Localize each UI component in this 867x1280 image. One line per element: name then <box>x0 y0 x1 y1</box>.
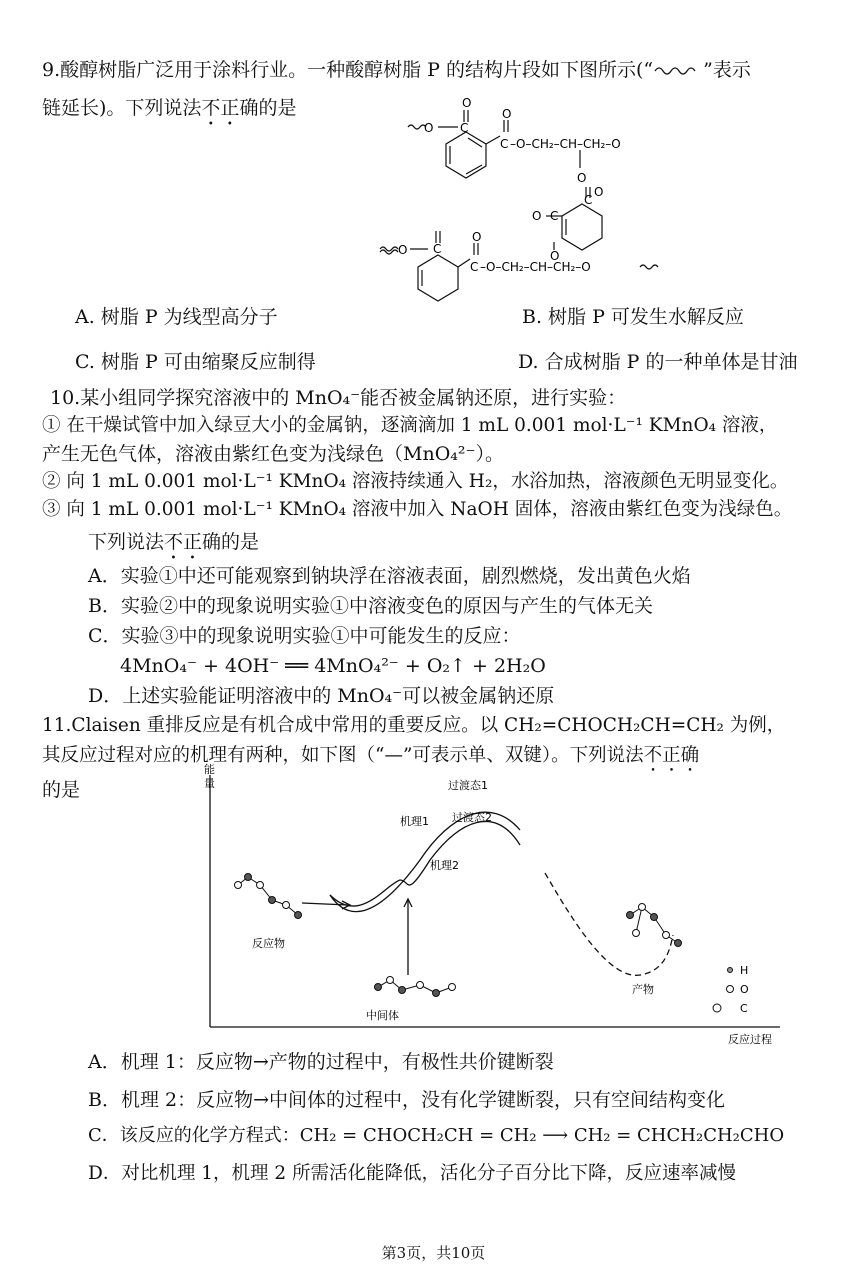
mechanism2-curve <box>330 821 520 906</box>
q11-option-a[interactable]: A．机理 1：反应物→产物的过程中，有极性共价键断裂 <box>88 1051 554 1073</box>
resin-structure-lower <box>378 225 678 305</box>
struct-c-left2: C <box>433 242 442 256</box>
ts2-label: 过渡态2 <box>452 811 492 824</box>
q11-stem-line3: 的是 <box>42 779 81 801</box>
y-label-2: 量 <box>204 777 215 790</box>
mech1-label: 机理1 <box>400 815 429 828</box>
reactant-label: 反应物 <box>252 937 285 950</box>
q11-option-d[interactable]: D．对比机理 1，机理 2 所需活化能降低，活化分子百分比下降，反应速率减慢 <box>88 1163 737 1184</box>
q9-stem-line2: 链延长)。下列说法不正确的是 <box>42 97 297 119</box>
struct-o-vert2: O <box>550 249 560 263</box>
struct-o-mid1: O <box>502 107 512 121</box>
page-footer: 第3页，共10页 <box>381 1244 486 1262</box>
q9-option-a[interactable]: A. 树脂 P 为线型高分子 <box>75 306 278 328</box>
y-label-1: 能 <box>204 763 215 776</box>
q11-stem-line2: 其反应过程对应的机理有两种，如下图（“—”可表示单、双键）。下列说法不正确 <box>42 745 700 766</box>
ts1-label: 过渡态1 <box>448 779 488 792</box>
q10-step1-line1: ① 在干燥试管中加入绿豆大小的金属钠，逐滴滴加 1 mL 0.001 mol·L⁻¹ KMnO₄ 溶液， <box>42 415 778 436</box>
q11-option-b[interactable]: B．机理 2：反应物→中间体的过程中，没有化学键断裂，只有空间结构变化 <box>88 1089 726 1111</box>
intermediate-molecule-icon <box>375 977 456 997</box>
q11-stem-line1: 11.Claisen 重排反应是有机合成中常用的重要反应。以 CH₂=CHOCH₂CH=CH₂ 为例， <box>42 715 786 736</box>
q10-option-d[interactable]: D．上述实验能证明溶液中的 MnO₄⁻可以被金属钠还原 <box>88 685 555 707</box>
q10-ask: 下列说法不正确的是 <box>88 531 260 553</box>
legend-c: C <box>740 1002 748 1015</box>
q10-step3: ③ 向 1 mL 0.001 mol·L⁻¹ KMnO₄ 溶液中加入 NaOH 固体，溶液由紫红色变为浅绿色。 <box>42 499 793 520</box>
x-label: 反应过程 <box>728 1033 772 1046</box>
intermediate-label: 中间体 <box>366 1009 399 1022</box>
q10-option-b[interactable]: B．实验②中的现象说明实验①中溶液变色的原因与产生的气体无关 <box>88 595 653 617</box>
struct-o-vert: O <box>577 171 587 185</box>
struct-c-vert: C <box>584 193 593 207</box>
atom-legend <box>713 968 734 1013</box>
legend-o: O <box>740 983 749 996</box>
struct-o-top2: O <box>472 230 482 244</box>
struct-o-side2: O <box>532 209 542 223</box>
q9-option-b[interactable]: B. 树脂 P 可发生水解反应 <box>522 306 744 328</box>
q10-step2: ② 向 1 mL 0.001 mol·L⁻¹ KMnO₄ 溶液持续通入 H₂，水浴加热，溶液颜色无明显变化。 <box>42 471 789 492</box>
struct-c-mid1: C <box>500 137 509 151</box>
product-curve <box>545 873 673 975</box>
struct-o1: O <box>424 121 434 135</box>
q10-option-a[interactable]: A．实验①中还可能观察到钠块浮在溶液表面，剧烈燃烧，发出黄色火焰 <box>88 565 691 587</box>
q10-step1-line2: 产生无色气体，溶液由紫红色变为浅绿色（MnO₄²⁻）。 <box>42 443 505 465</box>
q10-stem: 10.某小组同学探究溶液中的 MnO₄⁻能否被金属钠还原，进行实验： <box>50 387 627 409</box>
energy-profile-diagram <box>190 763 790 1050</box>
struct-chain1: –O–CH₂–CH–CH₂–O <box>510 137 621 151</box>
q9-option-c[interactable]: C. 树脂 P 可由缩聚反应制得 <box>75 351 316 373</box>
product-molecule-icon <box>627 904 682 947</box>
legend-h: H <box>740 964 749 977</box>
q10-option-c[interactable]: C．实验③中的现象说明实验①中可能发生的反应： <box>88 625 521 647</box>
product-label: 产物 <box>632 983 654 996</box>
struct-o-top: O <box>462 96 472 110</box>
struct-chain2: –O–CH₂–CH–CH₂–O <box>480 260 591 274</box>
q9-option-d[interactable]: D. 合成树脂 P 的一种单体是甘油 <box>518 351 798 373</box>
struct-o-side: O <box>594 185 604 199</box>
struct-c-top: C <box>460 121 469 135</box>
struct-o-left2: O <box>398 243 408 257</box>
reactant-molecule-icon <box>235 874 302 919</box>
struct-c-mid2: C <box>470 260 479 274</box>
q9-stem-line1: 9.酸醇树脂广泛用于涂料行业。一种酸醇树脂 P 的结构片段如下图所示(“ ”表示 <box>42 59 751 81</box>
struct-c-side2: C <box>550 209 559 223</box>
q11-option-c[interactable]: C．该反应的化学方程式：CH₂ = CHOCH₂CH = CH₂ ⟶ CH₂ = CHCH₂CH₂CHO <box>88 1125 785 1146</box>
wavy-line-icon <box>653 65 703 77</box>
q10-option-c-equation: 4MnO₄⁻ + 4OH⁻ ══ 4MnO₄²⁻ + O₂↑ + 2H₂O <box>120 655 546 677</box>
mech2-label: 机理2 <box>430 859 459 872</box>
